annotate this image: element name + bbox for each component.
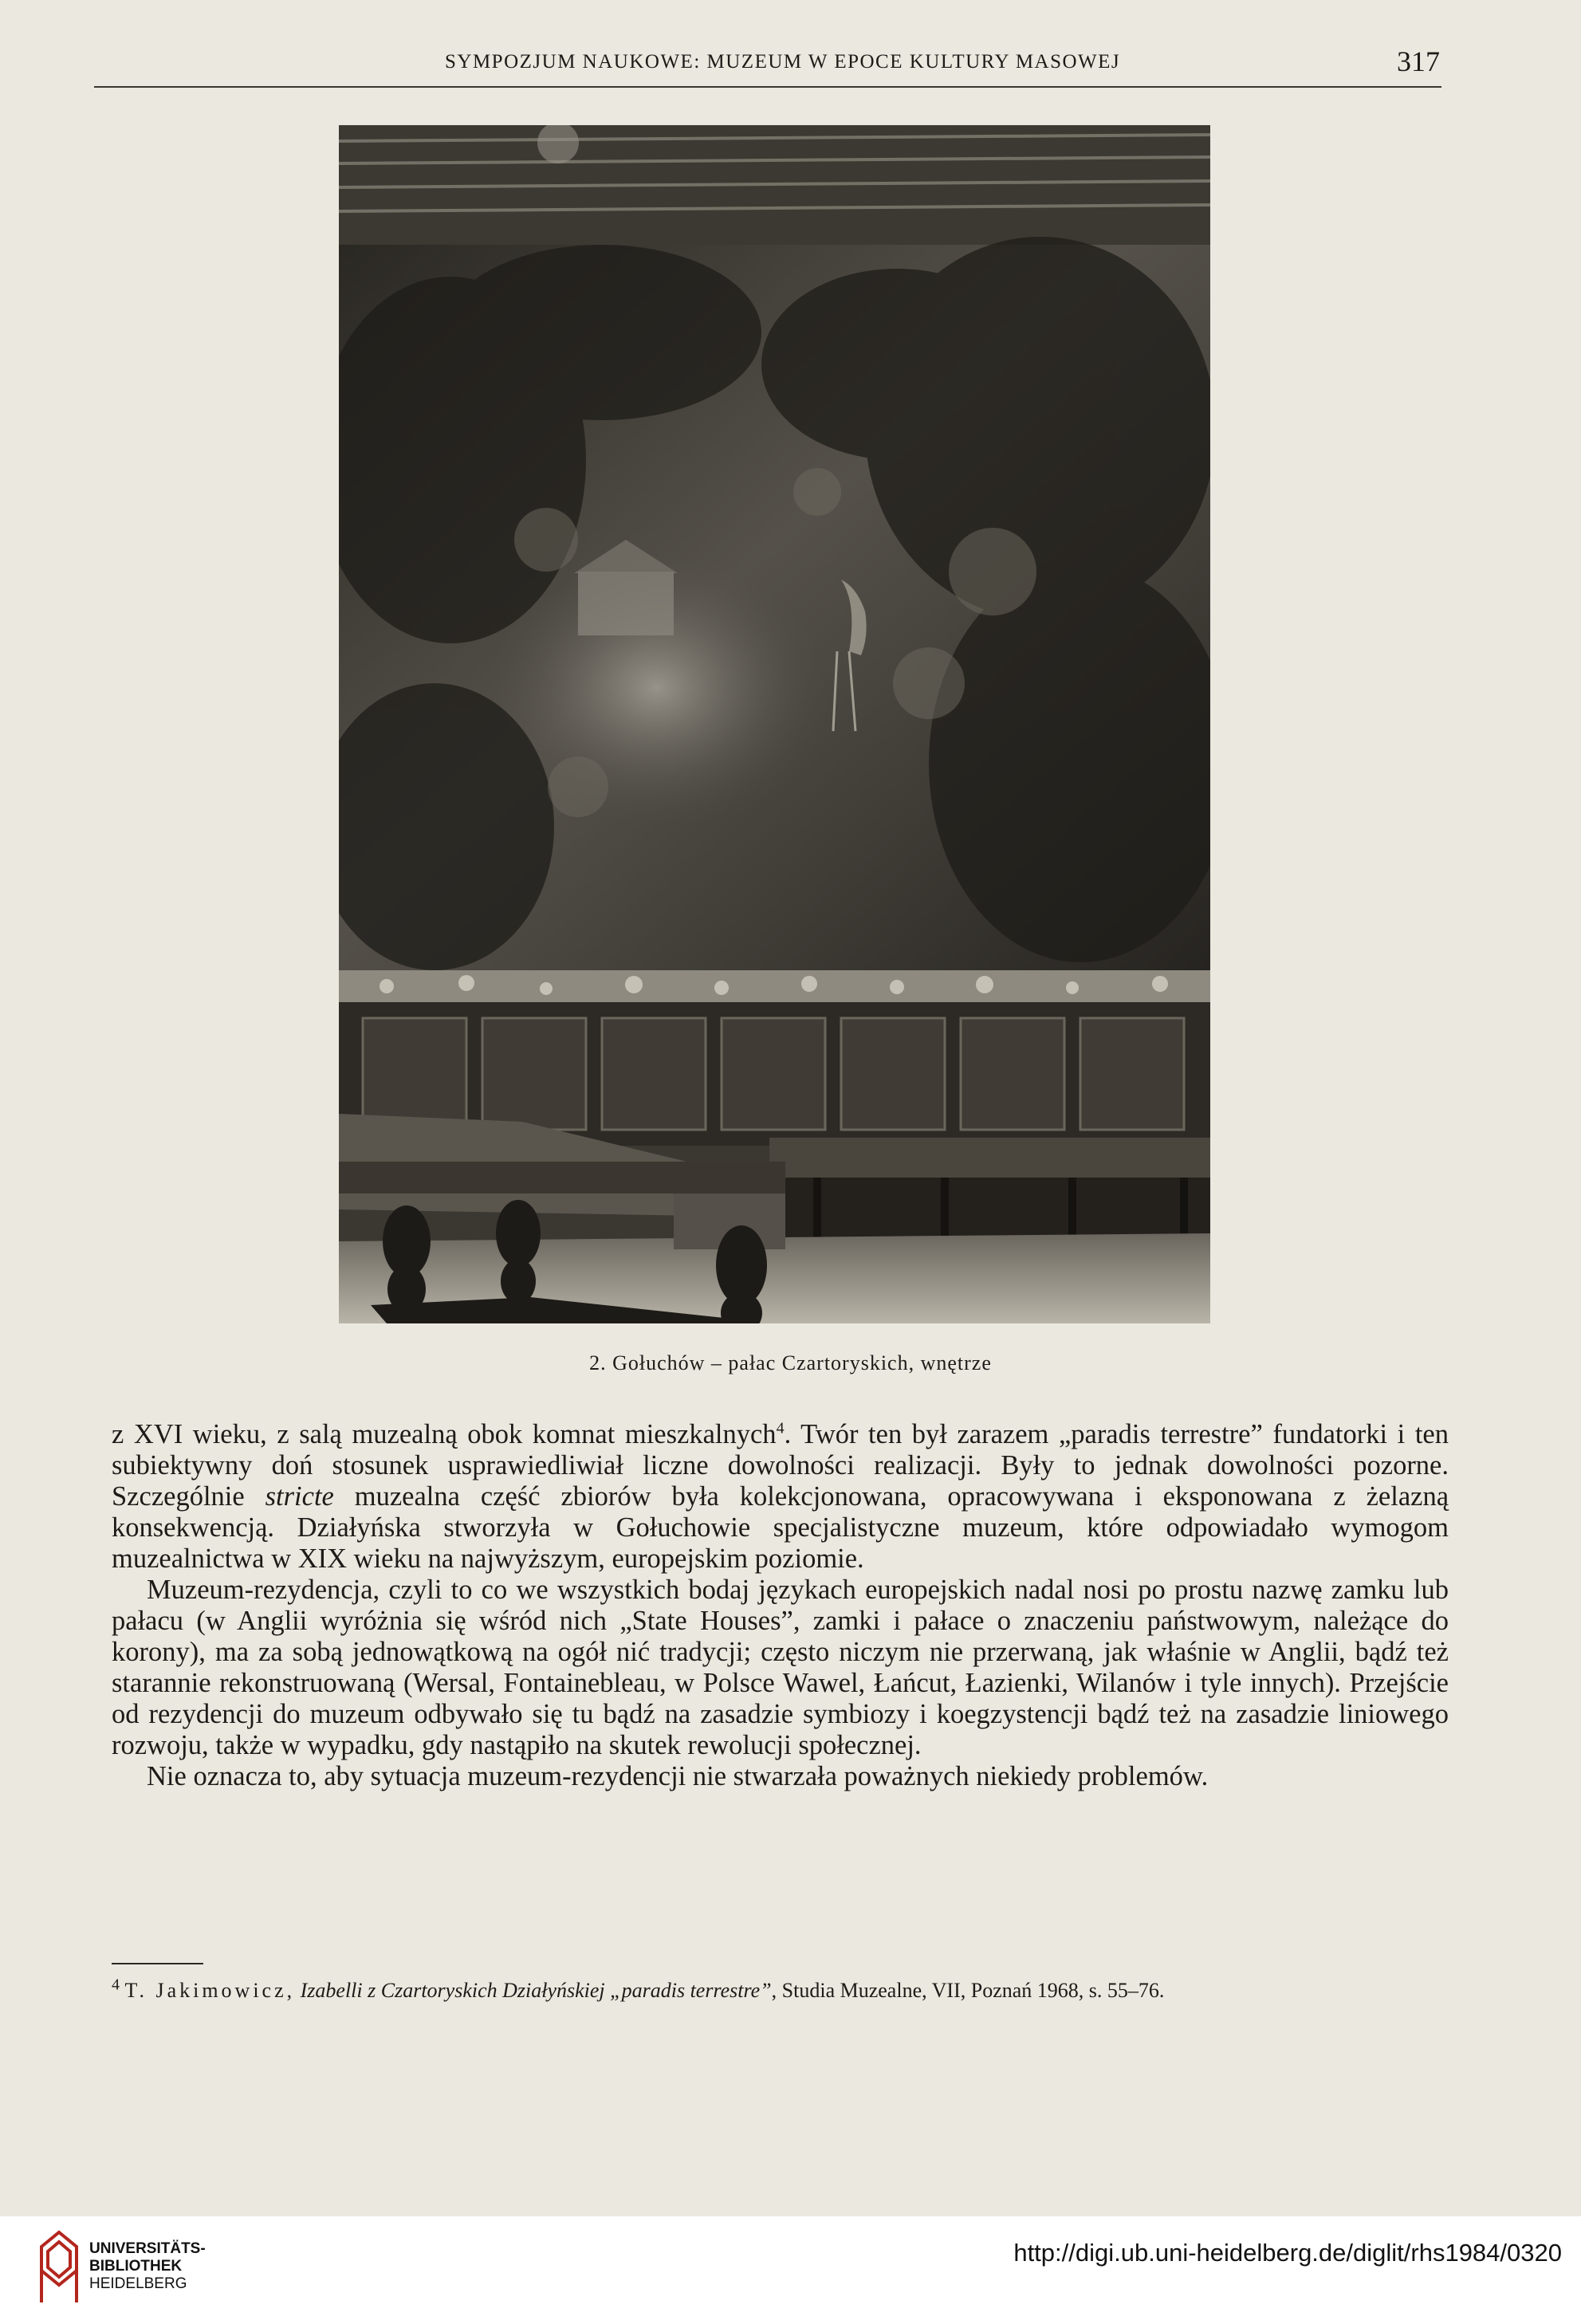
interior-photograph [339,125,1210,1323]
library-name-line: HEIDELBERG [89,2275,187,2292]
footnote-reference: 4 [776,1419,785,1437]
source-url-link[interactable]: http://digi.ub.uni-heidelberg.de/diglit/rhs1984/0320 [1013,2239,1562,2267]
paragraph [112,1419,1449,1575]
paragraph: Muzeum-rezydencja, czyli to co we wszystkich bodaj językach europejskich nadal nosi po prostu nazwę zamku lub pałacu (w Anglii wyróżnia się wśród nich „State Houses”, zamki i pałace o znaczeniu państwowym, należące do korony), ma za sobą jednowątkową na ogół nić tradycji; często niczym nie przerwaną, jak właśnie w Anglii, bądź też starannie rekonstruowaną (Wersal, Fontainebleau, w Polsce Wawel, Łańcut, Łazienki, Wilanów i tyle innych). Przejście od rezydencji do muzeum odbywało się tu bądź na zasadzie symbiozy i koegzystencji bądź też na zasadzie liniowego rozwoju, także w wypadku, gdy nastąpiło na skutek rewolucji społecznej. [112,1575,1449,1760]
footnote-marker: 4 [112,1976,120,1994]
italic-term: stricte [265,1481,334,1512]
library-name-line: UNIVERSITÄTS- [89,2240,206,2257]
running-title: SYMPOZJUM NAUKOWE: MUZEUM W EPOCE KULTURY MASOWEJ [445,51,1121,73]
library-footer [0,2216,1581,2324]
footnote [112,1977,1449,2004]
running-head [94,45,1441,88]
footnote-title: Izabelli z Czartoryskich Działyńskiej „paradis terrestre” [300,1979,772,2002]
footnote-citation: , Studia Muzealne, VII, Poznań 1968, s. 55–76. [771,1979,1165,2002]
library-name [89,2240,206,2293]
paragraph-text: muzealna część zbiorów była kolekcjonowana, opracowywana i eksponowana z żelazną konsekwencją. Działyńska stworzyła w Gołuchowie specjalistyczne muzeum, które odpowiadało wymogom muzealnictwa w XIX wieku na najwyższym, europejskim poziomie. [112,1481,1449,1574]
footnote-author: T. Jakimowicz, [124,1979,296,2002]
library-logo-icon [35,2223,83,2310]
figure-caption: 2. Gołuchów – pałac Czartoryskich, wnętrze [589,1351,992,1374]
paragraph-text: z XVI wieku, z salą muzealną obok komnat mieszkalnych [112,1419,777,1449]
page-number: 317 [1397,45,1440,77]
paragraph-text: . Twór ten był zarazem „paradis terrestre” fundatorki i ten subiektywny doń stosunek usprawiedliwiał liczne dowolności realizacji. Były to jednak dowolności pozorne. Szczególnie [112,1419,1449,1512]
paragraph: Nie oznacza to, aby sytuacja muzeum-rezydencji nie stwarzała poważnych niekiedy problemów. [147,1761,1209,1791]
library-name-line: BIBLIOTHEK [89,2258,183,2275]
body-text [112,1419,1449,1792]
footnote-rule [112,1963,203,1964]
